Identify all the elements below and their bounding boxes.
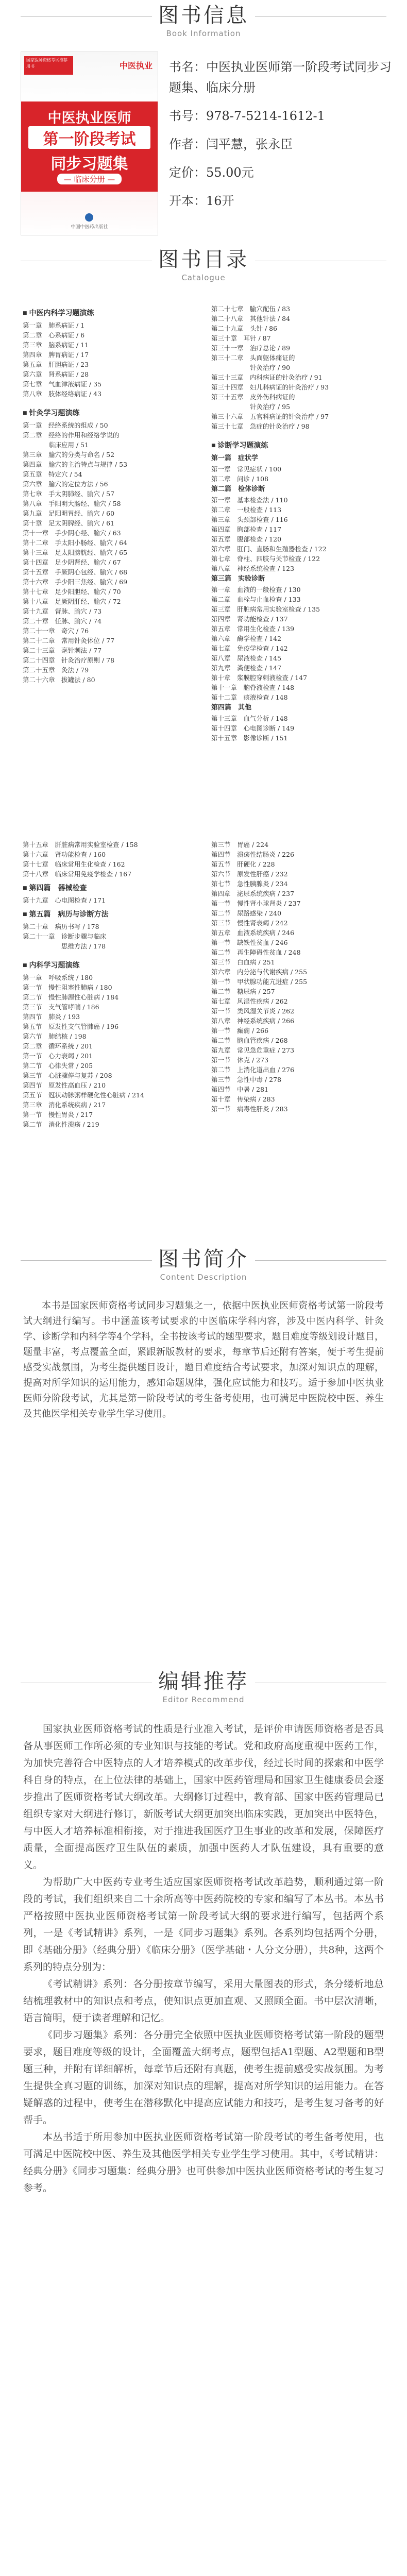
toc-item: 第十章 浆膜腔穿刺液检查 / 147 (211, 674, 308, 682)
cover-line-1: 中医执业医师 (47, 110, 131, 126)
toc-item: 第四节 中暑 / 281 (211, 1086, 269, 1093)
header-rule-right (255, 16, 386, 17)
toc-item: 第二十四章 针灸治疗原则 / 78 (23, 656, 115, 664)
book-cover-image (21, 52, 158, 235)
toc-item: 第二十六章 拔罐法 / 80 (23, 676, 95, 684)
toc-part-heading: ■ 针灸学习题演练 (23, 407, 203, 420)
editor-paragraph: 国家执业医师资格考试的性质是行业准入考试，是评价申请医师资格者是否具备从事医师工作所必须的专业知识与技能的考试。党和政府高度重视中医药工作，为加快完善符合中医特点的人才培养模式的改革步伐，经过长时间的探索和中医学科自身的特点，在上位法律的基础上，国家中医药管理局和国家卫生健康委员会逐步推出了医师资格考试大纲改革。大纲修订过程中，教育部、国家中医药管理局已组织专家对大纲进行修订，新版考试大纲更加突出临床实践，更加突出中医特色，与中医人才培养标准相衔接，对于推进我国医疗卫生事业的改革和发展，保障医疗质量，全面提高医疗卫生队伍的素质，加强中医药人才队伍建设，具有重要的意义。 (23, 1723, 384, 1871)
toc-item: 第三节 心脏骤停与复苏 / 208 (23, 1072, 112, 1079)
toc-item: 第五节 冠状动脉粥样硬化性心脏病 / 214 (23, 1091, 145, 1099)
toc-item: 第八章 手阳明大肠经、腧穴 / 58 (23, 500, 121, 507)
toc-item: 第五章 腹部检查 / 120 (211, 535, 282, 543)
toc-item: 第六章 肾系病证 / 28 (23, 370, 89, 378)
toc-item: 第十八章 足厥阴肝经、腧穴 / 72 (23, 598, 121, 605)
toc-item: 第一节 缺铁性贫血 / 246 (211, 939, 288, 946)
toc-item: 第六节 肺结核 / 198 (23, 1032, 87, 1040)
toc-item: 第二节 心律失常 / 205 (23, 1062, 93, 1070)
field-isbn: 书号：978-7-5214-1612-1 (169, 109, 325, 123)
toc-item: 第六章 酶学检查 / 142 (211, 635, 282, 642)
book-info-subtitle: Book Information (166, 29, 241, 38)
toc-item: 第二十章 任脉、腧穴 / 74 (23, 617, 102, 625)
toc-item: 第三十三章 内科病证的针灸治疗 / 91 (211, 374, 323, 381)
field-format: 开本：16开 (169, 194, 234, 208)
toc-item: 第十四章 心电图诊断 / 149 (211, 724, 295, 732)
editor-recommend-body (23, 1721, 384, 2197)
toc-spacer (23, 951, 203, 956)
toc-item: 第六章 肛门、直肠和生殖器检查 / 122 (211, 545, 327, 553)
toc-item: 第七章 风湿性疾病 / 262 (211, 997, 288, 1005)
toc-item: 第一节 癫痫 / 266 (211, 1027, 269, 1035)
toc-item: 第二章 心系病证 / 6 (23, 331, 85, 339)
toc-item: 第一节 慢性胃炎 / 217 (23, 1111, 93, 1118)
toc-item: 第五章 血液系统疾病 / 246 (211, 929, 295, 937)
editor-recommend-header (0, 1669, 407, 1704)
cover-top (21, 52, 158, 104)
book-info-header (0, 3, 407, 38)
toc-item: 第二节 脑血管疾病 / 268 (211, 1037, 288, 1044)
toc-item: 第三十五章 皮外伤科病证的 (211, 393, 295, 401)
toc-item: 第二节 再生障碍性贫血 / 248 (211, 948, 301, 956)
toc-item: 第二节 上消化道出血 / 276 (211, 1066, 295, 1074)
toc-item: 第四节 原发性高血压 / 210 (23, 1081, 106, 1089)
toc-column-left-1 (23, 304, 203, 685)
toc-item: 第二章 一般检查 / 113 (211, 506, 282, 514)
toc-item: 第三章 腧穴的分类与命名 / 52 (23, 451, 115, 459)
press-logo-icon (85, 213, 93, 222)
toc-item: 第二十三章 毫针刺法 / 77 (23, 647, 102, 654)
book-info-fields (169, 57, 396, 219)
toc-item: 第一章 基本检查法 / 110 (211, 496, 288, 504)
toc-item: 第十章 足太阴脾经、腧穴 / 61 (23, 519, 115, 527)
toc-item: 第三章 头颈部检查 / 116 (211, 516, 288, 523)
editor-paragraph: 为帮助广大中医药专业考生适应国家医师资格考试改革趋势，顺利通过第一阶段的考试，我们组织来自二十余所高等中医药院校的专家和编写了本丛书。本丛书严格按照中医执业医师资格考试第一阶段考试大纲的要求进行编写，包括两个系列，一是《考试精讲》系列，一是《同步习题集》系列。各系列均包括两个分册，即《基础分册》（经典分册）《临床分册》（医学基础・人分文分册），共8种，这两个系列的特点分别为： (23, 1876, 384, 1973)
editor-paragraph: 《考试精讲》系列：各分册按章节编写，采用大量图表的形式，条分缕析地总结梳理教材中的知识点和考点，使知识点更加直观、又照顾全面。书中层次清晰，语言简明，便于读者理解和记忆。 (23, 1978, 384, 2024)
toc-item: 第四章 腧穴的主治特点与规律 / 53 (23, 461, 128, 468)
toc-item: 第八章 神经系统检查 / 123 (211, 565, 295, 572)
cover-line-4: — 临床分册 — (57, 174, 122, 184)
toc-item: 第四章 肾功能检查 / 137 (211, 615, 288, 623)
toc-item: 第八章 神经系统疾病 / 266 (211, 1017, 295, 1025)
toc-section-heading: 第三篇 实验诊断 (211, 575, 265, 583)
toc-item: 第七章 免疫学检查 / 142 (211, 645, 288, 652)
toc-item: 第一节 休克 / 273 (211, 1056, 269, 1064)
toc-item: 第三十四章 妇儿科病证的针灸治疗 / 93 (211, 383, 329, 391)
toc-item: 第十七章 足少阳胆经、腧穴 / 70 (23, 588, 121, 596)
toc-section-heading: 第二篇 检体诊断 (211, 485, 265, 493)
toc-spacer (23, 399, 203, 404)
toc-item: 第十九章 督脉、腧穴 / 73 (23, 607, 102, 615)
toc-item: 第六章 内分泌与代谢疾病 / 255 (211, 968, 308, 976)
toc-item: 第一节 甲状腺功能亢进症 / 255 (211, 978, 308, 986)
toc-item: 第二章 经络的作用和经络学说的 (23, 431, 120, 439)
toc-part-heading: ■ 诊断学习题演练 (211, 439, 392, 453)
editor-paragraph: 《同步习题集》系列：各分册完全依照中医执业医师资格考试第一阶段的题型要求，题目难度等级的设计，全面覆盖大纲考点，题型包括A1型题、A2型题和B型题三种，并附有详细解析，每章节后还附有真题，使考生提前感受实战氛围。为考生提供全真习题的训练，加深对知识点的理解，提高对所学知识的运用能力。在答疑解惑的过程中，使考生在潜移默化中提高应试能力和技巧，是考生复习备考的好帮手。 (23, 2029, 384, 2126)
toc-item: 第十四章 足少阴肾经、腧穴 / 67 (23, 558, 121, 566)
toc-item: 第四节 溃疡性结肠炎 / 226 (211, 851, 295, 858)
toc-item: 第十六章 肾功能检查 / 160 (23, 851, 106, 858)
toc-item: 第十章 传染病 / 283 (211, 1095, 275, 1103)
toc-section-heading: 第一篇 症状学 (211, 454, 259, 462)
toc-item: 第五章 特定穴 / 54 (23, 470, 82, 478)
toc-item: 第一章 呼吸系统 / 180 (23, 974, 93, 981)
toc-item: 第二十五章 灸法 / 79 (23, 666, 89, 674)
toc-part-heading: ■ 内科学习题演练 (23, 959, 203, 973)
toc-column-right-2 (211, 840, 392, 1114)
book-info-title: 图书信息 (158, 4, 249, 27)
toc-item: 第二章 循环系统 / 201 (23, 1042, 93, 1050)
field-price: 定价：55.00元 (169, 165, 254, 180)
toc-item: 第一节 病毒性肝炎 / 283 (211, 1105, 288, 1113)
toc-spacer (211, 431, 392, 436)
toc-item: 第十五章 手厥阴心包经、腧穴 / 68 (23, 568, 128, 576)
toc-item: 第十三章 足太阳膀胱经、腧穴 / 65 (23, 549, 128, 556)
toc-item: 第十七章 临床常用生化检查 / 162 (23, 860, 125, 868)
header-rule-right (255, 1260, 386, 1261)
toc-item: 第二十章 病历书写 / 178 (23, 923, 99, 930)
toc-item: 第四节 肺炎 / 193 (23, 1013, 80, 1021)
toc-item: 针灸治疗 / 95 (211, 403, 291, 411)
field-title: 书名：中医执业医师第一阶段考试同步习题集、临床分册 (169, 60, 392, 95)
toc-item: 第五章 肝胆病证 / 23 (23, 361, 89, 368)
toc-item: 第十五章 影像诊断 / 151 (211, 734, 288, 742)
toc-item: 第一节 慢性阻塞性肺病 / 180 (23, 984, 112, 991)
toc-item: 第三节 急性中毒 / 278 (211, 1076, 282, 1083)
toc-item: 第二十七章 腧穴配伍 / 83 (211, 305, 291, 313)
toc-item: 第三十二章 头面躯体痛证的 (211, 354, 295, 362)
toc-item: 第九章 足阳明胃经、腧穴 / 60 (23, 510, 115, 517)
catalogue-header (0, 247, 407, 282)
content-description-title: 图书简介 (158, 1247, 249, 1271)
toc-item: 第十八章 临床常用免疫学检查 / 167 (23, 870, 132, 878)
toc-item: 第九章 粪便检查 / 147 (211, 664, 282, 672)
toc-item: 第一章 肺系病证 / 1 (23, 321, 85, 329)
editor-recommend-title: 编辑推荐 (158, 1670, 249, 1693)
toc-item: 第二章 问诊 / 108 (211, 475, 269, 483)
cover-publisher-badge: 国家医师资格考试推荐用书 (24, 56, 73, 75)
toc-item: 第五节 肝硬化 / 228 (211, 860, 275, 868)
toc-item: 第七章 手太阴肺经、腧穴 / 57 (23, 490, 115, 498)
toc-item: 第十三章 血气分析 / 148 (211, 715, 288, 722)
toc-item: 第一节 类风湿关节炎 / 262 (211, 1007, 295, 1015)
content-description-text: 本书是国家医师资格考试同步习题集之一，依据中医执业医师资格考试第一阶段考试大纲进行编写。书中涵盖该考试要求的中医临床学科内容，涉及中医内科学、针灸学、诊断学和内科学等4个学科，全书按该考试的题型要求，题目难度等级划设计题目，题量丰富，考点覆盖全面，紧跟新版教材的要求，每章节后还附有答案，便于考生提前感受实战氛围，为考生提供题目设计，题目难度结合考试要求，加深对知识点的理解，提高对所学知识的运用能力，感知命题规律，强化应试能力和技巧。适于参加中医执业医师分阶段考试，尤其是第一阶段考试的考生备考使用，也可满足中医院校中医、养生及其他医学相关专业学生学习使用。 (23, 1300, 384, 1419)
toc-item: 第七章 脊柱、四肢与关节检查 / 122 (211, 555, 320, 563)
toc-item: 第三十一章 治疗总论 / 89 (211, 344, 291, 352)
toc-item: 第十六章 手少阳三焦经、腧穴 / 69 (23, 578, 128, 586)
toc-item: 第七章 气血津液病证 / 35 (23, 380, 102, 388)
toc-item: 第二十一章 诊断步骤与临床 (23, 933, 107, 940)
toc-item: 第十二章 痰液检查 / 148 (211, 693, 288, 701)
toc-item: 针灸治疗 / 90 (211, 364, 291, 371)
toc-part-heading: ■ 第四篇 器械检查 (23, 882, 203, 895)
toc-item: 第九章 常见急危重症 / 273 (211, 1046, 295, 1054)
content-description-body (23, 1298, 384, 1422)
editor-paragraph: 本丛书适于所用参加中医执业医师资格考试第一阶段考试的考生备考使用，也可满足中医院校中医、养生及其他医学相关专业学生学习使用。其中，《考试精讲：经典分册》《同步习题集：经典分册》也可供参加中医执业医师资格考试的考生复习参考。 (23, 2131, 384, 2194)
toc-item: 第一章 常见症状 / 100 (211, 465, 282, 473)
toc-item: 第二章 血栓与止血检查 / 133 (211, 596, 301, 603)
toc-item: 第三节 白血病 / 251 (211, 958, 275, 966)
toc-item: 第二十八章 其他针法 / 84 (211, 315, 291, 323)
toc-item: 第六节 原发性肝癌 / 232 (211, 870, 288, 878)
toc-item: 临床应用 / 51 (23, 441, 89, 449)
toc-column-right-1 (211, 304, 392, 743)
field-author: 作者：闫平慧，张永臣 (169, 137, 293, 151)
toc-item: 第七节 急性胰腺炎 / 234 (211, 880, 288, 888)
toc-item: 第三节 胃癌 / 224 (211, 841, 269, 849)
toc-item: 第三十七章 急症的针灸治疗 / 98 (211, 422, 310, 430)
cover-line-3: 同步习题集 (50, 155, 128, 173)
toc-item: 第二十二章 常用针灸体位 / 77 (23, 637, 115, 645)
toc-item: 第三十六章 五官科病证的针灸治疗 / 97 (211, 413, 329, 420)
toc-item: 第四章 胸部检查 / 117 (211, 526, 282, 533)
toc-item: 第三章 脑系病证 / 11 (23, 341, 89, 349)
toc-item: 第二十九章 头针 / 86 (211, 325, 278, 332)
toc-item: 第八章 肢体经络病证 / 43 (23, 390, 102, 398)
header-rule-left (21, 1260, 152, 1261)
content-description-subtitle: Content Description (160, 1273, 247, 1282)
cover-logo: 中医执业 (119, 61, 152, 71)
toc-item: 第三章 消化系统疾病 / 217 (23, 1101, 106, 1109)
toc-item: 第三章 肝脏病常用实验室检查 / 135 (211, 605, 320, 613)
toc-item: 第五章 常用生化检查 / 139 (211, 625, 295, 633)
toc-item: 第四章 泌尿系统疾病 / 237 (211, 890, 295, 897)
toc-part-heading: ■ 中医内科学习题演练 (23, 307, 203, 320)
toc-item: 第五节 原发性支气管肺癌 / 196 (23, 1023, 119, 1030)
toc-item: 第十一章 脑脊液检查 / 148 (211, 684, 295, 691)
toc-item: 第二节 慢性肺源性心脏病 / 184 (23, 993, 119, 1001)
toc-item: 第十二章 手太阳小肠经、腧穴 / 64 (23, 539, 128, 547)
cover-bottom (21, 192, 158, 235)
catalogue-subtitle: Catalogue (181, 273, 226, 282)
toc-item: 第三十章 耳针 / 87 (211, 334, 271, 342)
toc-item: 第十九章 心电图检查 / 171 (23, 896, 106, 904)
toc-section-heading: 第四篇 其他 (211, 704, 252, 711)
content-description-header (0, 1247, 407, 1282)
toc-part-heading: ■ 第五篇 病历与诊断方法 (23, 908, 203, 922)
toc-item: 第四章 脾胃病证 / 17 (23, 351, 89, 359)
toc-item: 第二节 消化性溃疡 / 219 (23, 1121, 99, 1128)
toc-item: 第一节 心力衰竭 / 201 (23, 1052, 93, 1060)
toc-item: 第十五章 肝脏病常用实验室检查 / 158 (23, 841, 138, 849)
toc-item: 思维方法 / 178 (23, 942, 106, 950)
toc-item: 第二节 糖尿病 / 257 (211, 988, 275, 995)
cover-press: 中国中医药出版社 (71, 225, 108, 230)
toc-item: 第十一章 手少阴心经、腧穴 / 63 (23, 529, 121, 537)
toc-item: 第一节 慢性肾小球肾炎 / 237 (211, 900, 301, 907)
cover-line-2: 第一阶段考试 (28, 126, 150, 149)
toc-item: 第三节 支气管哮喘 / 186 (23, 1003, 99, 1011)
toc-item: 第八章 尿液检查 / 145 (211, 654, 282, 662)
toc-item: 第二节 尿路感染 / 240 (211, 909, 282, 917)
catalogue-title: 图书目录 (158, 248, 249, 272)
toc-item: 第一章 血液的一般检查 / 130 (211, 586, 301, 594)
toc-item: 第二十一章 奇穴 / 76 (23, 627, 89, 635)
editor-recommend-subtitle: Editor Recommend (162, 1695, 245, 1704)
toc-column-left-2 (23, 840, 203, 1129)
toc-item: 第六章 腧穴的定位方法 / 56 (23, 480, 108, 488)
toc-item: 第三节 慢性肾衰竭 / 242 (211, 919, 288, 927)
header-rule-left (21, 16, 152, 17)
toc-item: 第一章 经络系统的组成 / 50 (23, 421, 108, 429)
